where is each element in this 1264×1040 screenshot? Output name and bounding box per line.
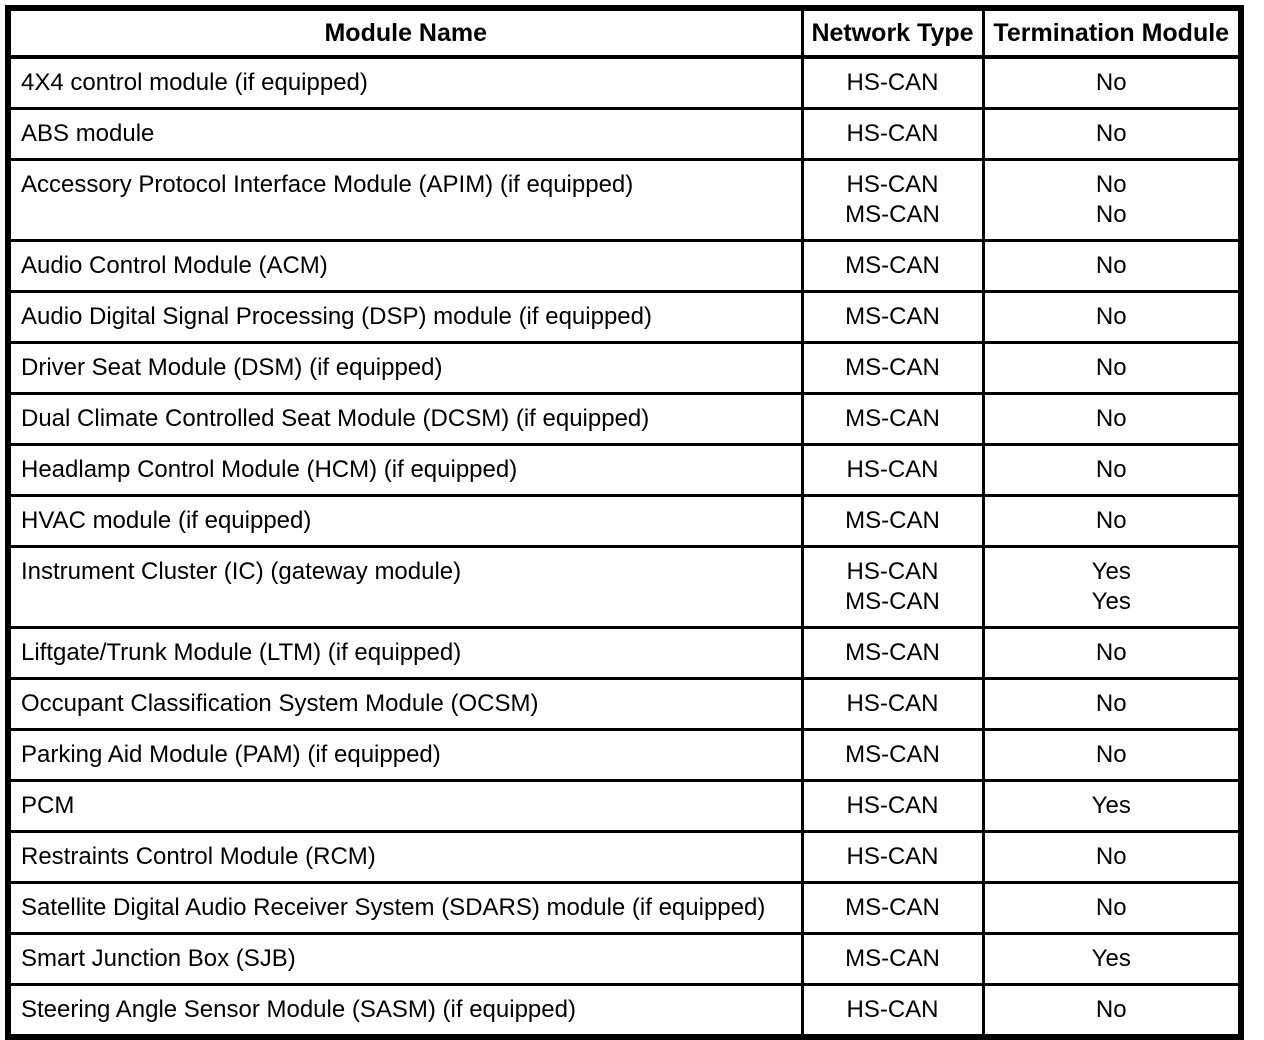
network-type-value: HS-CAN bbox=[846, 690, 939, 717]
termination-module-cell bbox=[983, 394, 1241, 445]
module-name-cell: Instrument Cluster (IC) (gateway module) bbox=[8, 547, 802, 628]
network-type-value: HS-CAN bbox=[846, 120, 939, 147]
module-name-cell: Headlamp Control Module (HCM) (if equipped) bbox=[8, 445, 802, 496]
table-row bbox=[8, 394, 1241, 445]
table-row bbox=[8, 781, 1241, 832]
termination-module-cell bbox=[983, 241, 1241, 292]
table-row bbox=[8, 883, 1241, 934]
termination-module-cell bbox=[983, 832, 1241, 883]
network-type-value: MS-CAN bbox=[845, 303, 940, 330]
table-row bbox=[8, 934, 1241, 985]
network-type-cell bbox=[802, 679, 983, 730]
termination-value: No bbox=[1095, 741, 1127, 768]
network-type-cell bbox=[802, 496, 983, 547]
network-type-value: MS-CAN bbox=[845, 741, 940, 768]
module-name-cell: Smart Junction Box (SJB) bbox=[8, 934, 802, 985]
termination-module-cell bbox=[983, 628, 1241, 679]
network-type-cell bbox=[802, 934, 983, 985]
header-row bbox=[8, 8, 1241, 57]
network-type-cell bbox=[802, 394, 983, 445]
termination-module-cell bbox=[983, 160, 1241, 241]
table-row bbox=[8, 679, 1241, 730]
termination-value: No bbox=[1095, 639, 1127, 666]
termination-value: No bbox=[1095, 507, 1127, 534]
termination-value: Yes bbox=[1091, 588, 1131, 615]
termination-module-cell bbox=[983, 445, 1241, 496]
table-row bbox=[8, 832, 1241, 883]
network-type-cell bbox=[802, 160, 983, 241]
termination-value: No bbox=[1095, 201, 1127, 228]
termination-module-cell bbox=[983, 292, 1241, 343]
table-row bbox=[8, 445, 1241, 496]
network-type-value: MS-CAN bbox=[845, 252, 940, 279]
module-name-cell: Steering Angle Sensor Module (SASM) (if equipped) bbox=[8, 985, 802, 1038]
column-header-network-type: Network Type bbox=[802, 8, 983, 57]
module-name-cell: Parking Aid Module (PAM) (if equipped) bbox=[8, 730, 802, 781]
network-type-cell bbox=[802, 985, 983, 1038]
network-type-cell bbox=[802, 292, 983, 343]
network-type-cell bbox=[802, 343, 983, 394]
column-header-termination-module: Termination Module bbox=[983, 8, 1241, 57]
termination-module-cell bbox=[983, 934, 1241, 985]
network-type-value: HS-CAN bbox=[846, 456, 939, 483]
termination-module-cell bbox=[983, 781, 1241, 832]
network-type-value: HS-CAN bbox=[846, 792, 939, 819]
network-type-value: MS-CAN bbox=[845, 945, 940, 972]
network-type-value: MS-CAN bbox=[845, 507, 940, 534]
network-type-value: HS-CAN bbox=[846, 996, 939, 1023]
termination-value: No bbox=[1095, 456, 1127, 483]
network-type-cell bbox=[802, 241, 983, 292]
termination-value: No bbox=[1095, 894, 1127, 921]
termination-value: Yes bbox=[1091, 792, 1131, 819]
table-body bbox=[8, 57, 1241, 1037]
network-type-value: MS-CAN bbox=[845, 405, 940, 432]
termination-value: No bbox=[1095, 69, 1127, 96]
table-row bbox=[8, 547, 1241, 628]
table-row bbox=[8, 57, 1241, 109]
network-type-value: HS-CAN bbox=[846, 843, 939, 870]
network-type-cell bbox=[802, 628, 983, 679]
termination-module-cell bbox=[983, 883, 1241, 934]
table-row bbox=[8, 241, 1241, 292]
network-type-value: MS-CAN bbox=[845, 894, 940, 921]
termination-value: No bbox=[1095, 405, 1127, 432]
termination-value: No bbox=[1095, 354, 1127, 381]
network-type-value: MS-CAN bbox=[845, 354, 940, 381]
table-row bbox=[8, 292, 1241, 343]
termination-value: No bbox=[1095, 120, 1127, 147]
network-type-value: HS-CAN bbox=[846, 69, 939, 96]
module-name-cell: Audio Control Module (ACM) bbox=[8, 241, 802, 292]
module-name-cell: Dual Climate Controlled Seat Module (DCSM) (if equipped) bbox=[8, 394, 802, 445]
network-type-cell bbox=[802, 832, 983, 883]
network-type-value: MS-CAN bbox=[845, 588, 940, 615]
termination-value: No bbox=[1095, 171, 1127, 198]
termination-module-cell bbox=[983, 547, 1241, 628]
termination-value: Yes bbox=[1091, 945, 1131, 972]
table-row bbox=[8, 628, 1241, 679]
module-name-cell: Restraints Control Module (RCM) bbox=[8, 832, 802, 883]
module-name-cell: PCM bbox=[8, 781, 802, 832]
module-name-cell: HVAC module (if equipped) bbox=[8, 496, 802, 547]
module-name-cell: Liftgate/Trunk Module (LTM) (if equipped) bbox=[8, 628, 802, 679]
module-network-table bbox=[5, 5, 1244, 1040]
network-type-cell bbox=[802, 547, 983, 628]
network-type-value: HS-CAN bbox=[846, 171, 939, 198]
module-name-cell: Driver Seat Module (DSM) (if equipped) bbox=[8, 343, 802, 394]
termination-value: No bbox=[1095, 252, 1127, 279]
network-type-cell bbox=[802, 445, 983, 496]
table-row bbox=[8, 160, 1241, 241]
network-type-value: HS-CAN bbox=[846, 558, 939, 585]
network-type-value: MS-CAN bbox=[845, 201, 940, 228]
table-header bbox=[8, 8, 1241, 57]
network-type-value: MS-CAN bbox=[845, 639, 940, 666]
termination-module-cell bbox=[983, 679, 1241, 730]
module-name-cell: 4X4 control module (if equipped) bbox=[8, 57, 802, 109]
termination-module-cell bbox=[983, 496, 1241, 547]
network-type-cell bbox=[802, 109, 983, 160]
termination-module-cell bbox=[983, 109, 1241, 160]
document-page bbox=[0, 5, 1264, 1023]
termination-value: No bbox=[1095, 843, 1127, 870]
network-type-cell bbox=[802, 883, 983, 934]
table-row bbox=[8, 985, 1241, 1038]
table-row bbox=[8, 109, 1241, 160]
termination-module-cell bbox=[983, 343, 1241, 394]
table-row bbox=[8, 343, 1241, 394]
termination-value: No bbox=[1095, 303, 1127, 330]
termination-module-cell bbox=[983, 57, 1241, 109]
module-name-cell: Audio Digital Signal Processing (DSP) module (if equipped) bbox=[8, 292, 802, 343]
termination-module-cell bbox=[983, 985, 1241, 1038]
module-name-cell: Accessory Protocol Interface Module (APIM) (if equipped) bbox=[8, 160, 802, 241]
table-row bbox=[8, 496, 1241, 547]
network-type-cell bbox=[802, 57, 983, 109]
termination-value: Yes bbox=[1091, 558, 1131, 585]
table-row bbox=[8, 730, 1241, 781]
module-name-cell: Occupant Classification System Module (OCSM) bbox=[8, 679, 802, 730]
termination-module-cell bbox=[983, 730, 1241, 781]
network-type-cell bbox=[802, 730, 983, 781]
column-header-module-name: Module Name bbox=[8, 8, 802, 57]
termination-value: No bbox=[1095, 996, 1127, 1023]
module-name-cell: Satellite Digital Audio Receiver System (SDARS) module (if equipped) bbox=[8, 883, 802, 934]
termination-value: No bbox=[1095, 690, 1127, 717]
network-type-cell bbox=[802, 781, 983, 832]
module-name-cell: ABS module bbox=[8, 109, 802, 160]
